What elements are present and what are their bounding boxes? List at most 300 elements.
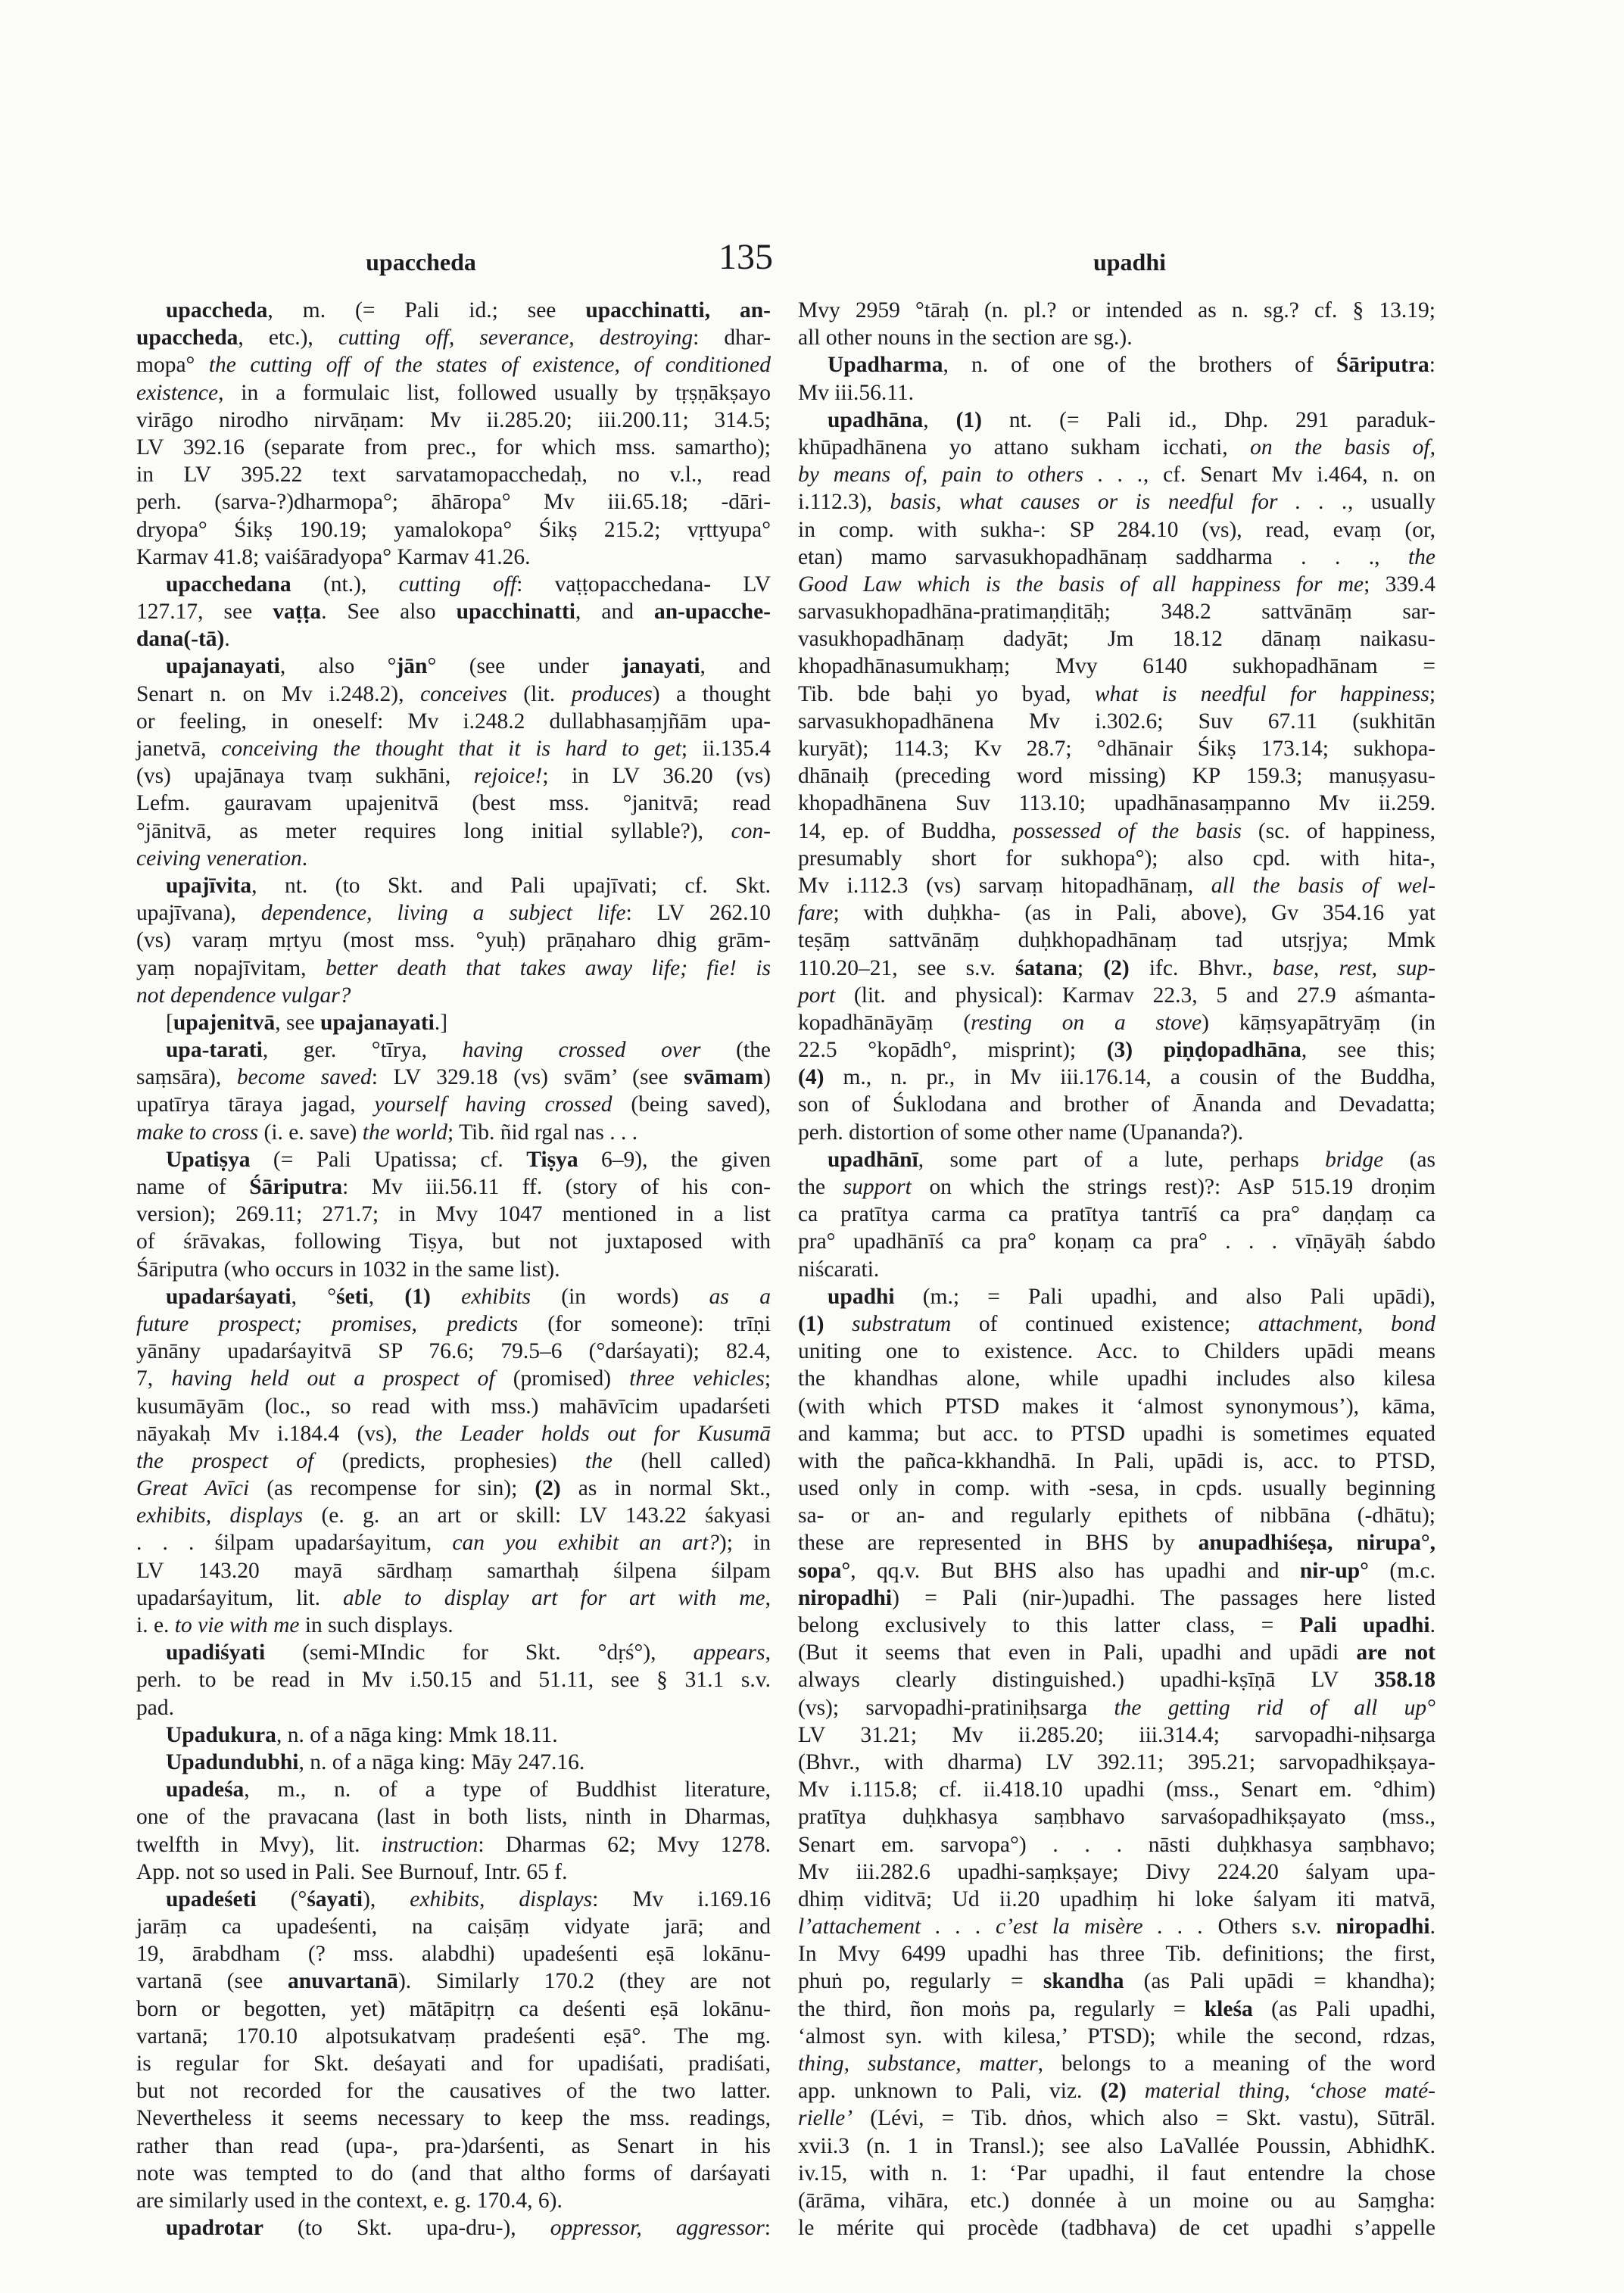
line-text (798, 1860, 1435, 1884)
headword: upadhāna (828, 407, 924, 432)
text-line (136, 708, 771, 735)
text-run: ; ii.135.4 (681, 737, 771, 761)
text-run: sarvasukhopadhāna-pratimaṇḍitāḥ; 348.2 sattvānāṃ sar- (798, 600, 1435, 625)
dictionary-entry (798, 407, 1435, 1146)
text-run: [ (166, 1010, 173, 1035)
line-text (136, 518, 771, 542)
text-run: pad. (136, 1695, 174, 1720)
text-line (798, 1091, 1435, 1118)
text-line (798, 461, 1435, 488)
text-run: , in a formulaic list, followed usually by tṛṣṇākṣayo (218, 380, 771, 405)
text-run (824, 1312, 852, 1336)
text-run: , n. of a nāga king: Māy 247.16. (298, 1749, 585, 1774)
text-run: rather than read (upa-, pra-)darśenti, as Senart in his (136, 2133, 771, 2158)
text-run: Mv i.115.8; cf. ii.418.10 upadhi (mss., Senart em. °dhim) (798, 1777, 1435, 1802)
text-run: sa- or an- and regularly epithets of nibbāna (-dhātu); (798, 1503, 1435, 1528)
text-run: ; (1429, 681, 1436, 706)
text-line (136, 1393, 771, 1420)
text-line (136, 1803, 771, 1830)
text-line (136, 1639, 771, 1666)
text-run: 7, (136, 1366, 172, 1391)
line-text (798, 1503, 1435, 1528)
line-text (798, 819, 1435, 843)
text-run: kusumāyām (loc., so read with mss.) mahāvīcim upadarśeti (136, 1394, 771, 1419)
italic-gloss: exhibits, displays (136, 1503, 304, 1528)
text-run: ); in (718, 1531, 771, 1556)
italic-gloss: the cutting off of the states of existence, of conditioned (208, 353, 771, 378)
headword: Upadundubhi (166, 1749, 299, 1774)
line-text (136, 1942, 771, 1966)
line-text (136, 737, 771, 761)
text-line (798, 708, 1435, 735)
text-line (798, 1475, 1435, 1502)
bold-term: Pali upadhi (1299, 1613, 1430, 1637)
text-line (798, 2187, 1435, 2214)
text-line (798, 1831, 1435, 1858)
text-run: ; 339.4 (1364, 572, 1435, 597)
line-text (136, 709, 771, 734)
text-run: (i. e. save) (258, 1120, 363, 1145)
line-text (798, 1229, 1435, 1254)
text-run: the (798, 1175, 843, 1199)
text-line (136, 1776, 771, 1803)
text-run: : LV 329.18 (vs) svām’ (see (371, 1065, 684, 1090)
text-line (136, 1502, 771, 1529)
text-run: Mv iii.282.6 upadhi-saṃkṣaye; Divy 224.20 śalyam upa- (798, 1859, 1435, 1884)
bold-term: jān (396, 654, 428, 679)
text-run: Mvy 2959 °tāraḥ (n. pl.? or intended as n. sg.? cf. § 13.19; (798, 298, 1435, 322)
text-run: 19, ārabdham (? mss. alabdhi) upadeśenti eṣā lokānu- (136, 1942, 771, 1967)
text-run: ) = Pali (nir-)upadhi. The passages here listed (892, 1585, 1435, 1610)
line-text (828, 353, 1435, 377)
text-run: yānāny upadarśayitvā SP 76.6; 79.5–6 (°darśayati); 82.4, (136, 1339, 771, 1364)
bold-term: an-upacche- (653, 600, 771, 625)
text-line (136, 1338, 771, 1365)
text-line (798, 1310, 1435, 1338)
text-run: on which the strings rest)?: AsP 515.19 droṇim (911, 1175, 1435, 1199)
text-line (798, 1009, 1435, 1036)
line-text (136, 1312, 771, 1336)
line-text (798, 791, 1435, 815)
italic-gloss: the world (362, 1120, 448, 1145)
text-run: ; (764, 1366, 771, 1391)
line-text (136, 490, 771, 514)
headword: upadhi (828, 1284, 895, 1309)
italic-gloss: rielle’ (798, 2106, 853, 2131)
text-run: of continued existence; (951, 1311, 1258, 1336)
text-line (136, 625, 771, 653)
italic-gloss: Great Avīci (136, 1476, 250, 1501)
text-run: , also ° (279, 654, 397, 679)
text-line (136, 1749, 771, 1776)
text-run: LV 31.21; Mv ii.285.20; iii.314.4; sarvopadhi-niḥsarga (798, 1722, 1435, 1747)
text-line (136, 407, 771, 434)
line-text (136, 1668, 771, 1692)
text-line (798, 1447, 1435, 1475)
text-run: ; (1077, 955, 1104, 980)
text-run: , nt. (to Skt. and Pali upajīvati; cf. Skt. (251, 873, 771, 898)
text-run: °jānitvā, as meter requires long initial syllable?), (136, 818, 731, 843)
text-run: (semi-MIndic for Skt. °dṛś°), (265, 1640, 694, 1665)
text-run: (the (700, 1038, 771, 1063)
italic-gloss: attachment, bond (1258, 1311, 1435, 1336)
line-text (798, 1257, 879, 1282)
text-line (136, 1064, 771, 1091)
line-text (798, 1750, 1435, 1774)
text-run: . (301, 846, 308, 871)
bold-term: upacchinatti, an- (585, 298, 771, 322)
line-text (136, 545, 531, 569)
text-line (798, 1666, 1435, 1693)
text-run: , n. of a nāga king: Mmk 18.11. (276, 1722, 558, 1747)
text-line (136, 1119, 771, 1146)
text-run: 22.5 °kopādh°, misprint); (798, 1038, 1107, 1063)
text-run: son of Śuklodana and brother of Ānanda and Devadatta; (798, 1092, 1435, 1117)
text-run: version); 269.11; 271.7; in Mvy 1047 mentioned in a list (136, 1202, 771, 1227)
headword: upadrotar (166, 2216, 263, 2241)
text-run: vartanā (see (136, 1969, 288, 1994)
text-run: . (224, 627, 230, 652)
text-run: , (765, 1640, 771, 1665)
text-line (136, 818, 771, 845)
text-line (798, 625, 1435, 653)
text-line (136, 351, 771, 379)
text-run: are similarly used in the context, e. g. 170.4, 6). (136, 2188, 563, 2213)
text-run: , some part of a lute, perhaps (918, 1147, 1326, 1172)
line-text (136, 1092, 771, 1117)
text-line (798, 379, 1435, 407)
text-run: (to Skt. upa-dru-), (263, 2216, 550, 2241)
line-text (136, 408, 771, 432)
text-run: , and (700, 654, 771, 679)
text-line (136, 2105, 771, 2132)
bold-term: upajanayati (320, 1010, 435, 1035)
line-text (136, 1476, 771, 1500)
text-run: ifc. Bhvr., (1129, 955, 1273, 980)
line-text (166, 1038, 771, 1062)
line-text (798, 1696, 1435, 1720)
line-text (136, 627, 230, 651)
text-line (798, 1338, 1435, 1365)
text-run: born or begotten, yet) mātāpitṛṇ ca deśenti eṣā lokānu- (136, 1996, 771, 2021)
dictionary-entry (136, 1283, 771, 1639)
line-text (136, 1503, 771, 1528)
text-line (136, 1009, 771, 1036)
text-run: as in normal Skt., (560, 1476, 771, 1501)
italic-gloss: future prospect; promises, predicts (136, 1311, 519, 1336)
line-text (798, 326, 1133, 350)
text-run: twelfth in Mvy), lit. (136, 1832, 382, 1857)
text-run: sarvasukhopadhānena Mv i.302.6; Suv 67.11 (sukhitān (798, 709, 1435, 734)
headword: Upadukura (166, 1722, 276, 1747)
headword: upajenitvā (173, 1010, 276, 1035)
line-text (798, 983, 1435, 1008)
line-text (136, 2024, 771, 2048)
line-text (136, 2189, 563, 2213)
line-text (798, 764, 1435, 788)
dictionary-entry (136, 571, 771, 653)
text-line (798, 1557, 1435, 1584)
headword: Upadharma (828, 353, 943, 378)
text-line (798, 762, 1435, 790)
text-run: but not recorded for the causatives of the two latter. (136, 2079, 771, 2104)
text-run: , m. (= Pali id.; see (267, 298, 586, 322)
text-run: m., n. pr., in Mv iii.176.14, a cousin of the Buddha, (824, 1065, 1435, 1090)
text-run: Mv iii.56.11. (798, 380, 914, 405)
text-run: teṣāṃ sattvānāṃ duḥkhopadhānaṃ tad utsṛjya; Mmk (798, 928, 1435, 953)
text-line (798, 2023, 1435, 2050)
headword: upadeśa (166, 1777, 245, 1802)
text-run: in such displays. (299, 1613, 454, 1637)
text-run: Śāriputra (who occurs in 1032 in the same list). (136, 1257, 560, 1282)
italic-gloss: instruction (381, 1832, 478, 1857)
text-run: : dhar- (693, 326, 771, 350)
text-run: is regular for Skt. deśayati and for upadiśati, pradiśati, (136, 2052, 771, 2076)
text-run: app. unknown to Pali, viz. (798, 2079, 1101, 2104)
text-line (136, 1529, 771, 1556)
text-line (798, 1365, 1435, 1392)
text-run: pratītya duḥkhasya saṃbhavo sarvaśopadhikṣayato (mss., (798, 1805, 1435, 1830)
text-line (136, 1091, 771, 1118)
line-text (798, 1942, 1435, 1966)
text-run: name of (136, 1175, 250, 1199)
text-run: (hell called) (612, 1448, 771, 1473)
text-run: in LV 395.22 text sarvatamopacchedaḥ, no v.l., read (136, 463, 771, 488)
italic-gloss: existence (136, 380, 219, 405)
line-text (166, 874, 771, 898)
text-run: Senart em. sarvopa°) . . . nāsti duḥkhasya saṃbhavo; (798, 1832, 1435, 1857)
text-run: In Mvy 6499 upadhi has three Tib. definitions; the first, (798, 1942, 1435, 1967)
line-text (136, 1914, 771, 1939)
text-line (798, 1721, 1435, 1749)
text-run: : vaṭṭopacchedana- LV (516, 572, 771, 597)
bold-term: janayati (622, 654, 700, 679)
line-text (798, 463, 1435, 487)
line-text (136, 381, 771, 405)
line-text (798, 1640, 1435, 1665)
dictionary-entry (798, 1283, 1435, 2242)
bold-term: upacchinatti (456, 600, 575, 625)
text-line (798, 324, 1435, 351)
line-text (166, 572, 771, 597)
italic-gloss: resting on a stove (971, 1010, 1202, 1035)
line-text (136, 600, 771, 624)
text-run: (= Pali Upatissa; cf. (250, 1147, 527, 1172)
italic-gloss: what is needful for happiness (1094, 681, 1429, 706)
italic-gloss: can you exhibit an art? (452, 1531, 719, 1556)
line-text (798, 2161, 1435, 2186)
text-run: App. not so used in Pali. See Burnouf, Intr. 65 f. (136, 1859, 568, 1884)
text-line (798, 1967, 1435, 1995)
text-line (136, 1283, 771, 1310)
line-text (136, 1449, 771, 1473)
line-text (798, 1777, 1435, 1802)
italic-gloss: able to display art for art with me (343, 1585, 765, 1610)
text-run: (But it seems that even in Pali, upadhi and upādi (798, 1640, 1357, 1665)
text-line (136, 1310, 771, 1338)
line-text (136, 353, 771, 377)
line-text (136, 901, 771, 925)
text-run: used only in comp. with -sesa, in cpds. usually beginning (798, 1476, 1435, 1501)
bold-term: vaṭṭa (273, 600, 322, 625)
line-text (798, 2079, 1435, 2103)
text-run: dhānaiḥ (preceding word missing) KP 159.3; manuṣyasu- (798, 764, 1435, 789)
bold-term: sopa° (798, 1558, 851, 1583)
italic-gloss: oppressor, aggressor (550, 2216, 765, 2241)
line-text (798, 2216, 1435, 2240)
line-text (136, 1120, 637, 1145)
text-run: ; Tib. ñid rgal nas . . . (447, 1120, 638, 1145)
bold-term: (1) (798, 1311, 824, 1336)
italic-gloss: rejoice! (473, 764, 543, 789)
text-run: ca pratītya carma ca pratītya tantrīś ca pra° daṇḍaṃ ca (798, 1202, 1435, 1227)
text-line (798, 1420, 1435, 1447)
bold-term: śatana (1015, 955, 1077, 980)
text-line (798, 544, 1435, 571)
text-run: vasukhopadhānaṃ dadyāt; Jm 18.12 dānaṃ naikasu- (798, 627, 1435, 652)
text-run: . (1429, 1613, 1435, 1637)
text-line (136, 2077, 771, 2105)
line-text (136, 2161, 771, 2186)
dictionary-entry (136, 1009, 771, 1036)
italic-gloss: thing, substance, matter (798, 2052, 1038, 2076)
text-run: pra° upadhānīś ca pra° koṇaṃ ca pra° . . . vīṇāyāḥ śabdo (798, 1229, 1435, 1254)
text-line (136, 982, 771, 1009)
text-line (136, 1721, 771, 1749)
line-text (136, 2134, 771, 2158)
bold-term: niropadhi (1336, 1914, 1430, 1939)
italic-gloss: the Leader holds out for Kusumā (415, 1421, 771, 1446)
text-line (798, 571, 1435, 598)
text-run: 14, ep. of Buddha, (798, 818, 1013, 843)
italic-gloss: all the basis of wel- (1211, 873, 1436, 898)
text-run: jarāṃ ca upadeśenti, na caiṣāṃ vidyate jarā; and (136, 1914, 771, 1939)
italic-gloss: basis, what causes or is needful for . . . (890, 490, 1348, 515)
line-text (798, 2134, 1435, 2158)
text-run: , ° (291, 1284, 337, 1309)
text-run: , (765, 1585, 771, 1610)
text-run: . (1429, 1914, 1435, 1939)
bold-term: anuvartanā (288, 1969, 398, 1994)
bold-term: svāmam (684, 1065, 764, 1090)
text-run: one of the pravacana (last in both lists, ninth in Dharmas, (136, 1805, 771, 1830)
italic-gloss: cutting off (398, 572, 517, 597)
text-run: (Bhvr., with dharma) LV 392.11; 395.21; sarvopadhikṣaya- (798, 1749, 1435, 1774)
text-line (798, 407, 1435, 434)
text-line (798, 1201, 1435, 1228)
italic-gloss: appears (693, 1640, 765, 1665)
text-line (136, 544, 771, 571)
headword: upadarśayati (166, 1284, 291, 1309)
line-text (166, 298, 771, 322)
line-text (798, 1202, 1435, 1226)
text-run: vartanā; 170.10 alpotsukatvaṃ pradeśenti eṣā°. The mg. (136, 2024, 771, 2048)
right-guide-word: upadhi (1093, 248, 1167, 276)
italic-gloss: substratum (852, 1311, 952, 1336)
text-line (798, 2050, 1435, 2077)
text-line (798, 488, 1435, 516)
text-line (136, 571, 771, 598)
bold-term: Tiṣya (526, 1147, 578, 1172)
text-line (798, 735, 1435, 762)
italic-gloss: base, rest, sup- (1272, 955, 1435, 980)
bold-term: anupadhiśeṣa, nirupa°, (1198, 1531, 1435, 1556)
text-run: : Mv i.169.16 (592, 1886, 771, 1911)
text-run: (ārāma, vihāra, etc.) donnée à un moine ou au Saṃgha: (798, 2188, 1435, 2213)
dictionary-entry (136, 1886, 771, 2214)
text-line (136, 2023, 771, 2050)
text-line (136, 1940, 771, 1967)
right-column (798, 297, 1435, 2242)
text-run: janetvā, (136, 737, 222, 761)
text-run: (sc. of happiness, (1241, 818, 1436, 843)
text-run: (with which PTSD makes it ‘almost synonymous’), kāma, (798, 1394, 1435, 1419)
italic-gloss: material thing, ‘chose maté- (1144, 2079, 1435, 2104)
text-line (798, 1256, 1435, 1283)
line-text (798, 1833, 1435, 1857)
text-run: note was tempted to do (and that altho forms of darśayati (136, 2161, 771, 2186)
line-text (166, 2216, 771, 2240)
line-text (136, 819, 771, 843)
text-run: Lefm. gauravam upajenitvā (best mss. °janitvā; read (136, 791, 771, 816)
line-text (798, 381, 914, 405)
text-run: always clearly distinguished.) upadhi-kṣīṇā LV (798, 1668, 1374, 1693)
text-run: perh. (sarva-?)dharmopa°; āhāropa° Mv iii.65.18; -dāri- (136, 490, 771, 515)
italic-gloss: conceives (420, 681, 507, 706)
line-text (798, 901, 1435, 925)
text-run: (lit. (507, 681, 572, 706)
text-run: (promised) (494, 1366, 630, 1391)
text-run: khopadhānena Suv 113.10; upadhānasaṃpanno Mv ii.259. (798, 791, 1435, 816)
text-run: , belongs to a meaning of the word (1037, 2052, 1435, 2076)
line-text (166, 1723, 558, 1747)
text-line (136, 1420, 771, 1447)
line-text (798, 654, 1435, 678)
line-text (798, 1723, 1435, 1747)
text-run: (e. g. an art or skill: LV 143.22 śakyasi (303, 1503, 771, 1528)
line-text (798, 298, 1435, 322)
text-run: ). Similarly 170.2 (they are not (397, 1969, 771, 1994)
line-text (798, 1092, 1435, 1117)
text-run: : (1429, 353, 1435, 378)
text-line (136, 1228, 771, 1255)
line-text (798, 846, 1435, 871)
text-run: ‘almost syn. with kilesa,’ PTSD); while the second, rdzas, (798, 2024, 1435, 2048)
text-run: in comp. with sukha-: SP 284.10 (vs), read, evaṃ (or, (798, 517, 1435, 542)
line-text (166, 1285, 771, 1309)
line-text (136, 682, 771, 706)
line-text (828, 1285, 1435, 1309)
italic-gloss: fare (798, 901, 834, 926)
italic-gloss: better death that takes away life; fie! is (326, 955, 771, 980)
text-run: Nevertheless it seems necessary to keep the mss. readings, (136, 2106, 771, 2131)
text-line (798, 927, 1435, 954)
text-run: ; in LV 36.20 (vs) (542, 764, 771, 789)
dictionary-entry (136, 1776, 771, 1886)
text-line (798, 2077, 1435, 2105)
text-run: dryopa° Śikṣ 190.19; yamalokopa° Śikṣ 215.2; vṛttyupa° (136, 517, 771, 542)
headword: upacchedana (166, 572, 291, 597)
line-text (798, 928, 1435, 952)
line-text (798, 2106, 1435, 2130)
headword: upaccheda (166, 298, 268, 322)
italic-gloss: not dependence vulgar? (136, 983, 351, 1008)
italic-gloss: support (843, 1175, 912, 1199)
text-line (798, 681, 1435, 708)
text-run: mopa° (136, 353, 209, 378)
text-line (136, 1201, 771, 1228)
text-run: ; with duḥkha- (as in Pali, above), Gv 354.16 yat (833, 901, 1435, 926)
